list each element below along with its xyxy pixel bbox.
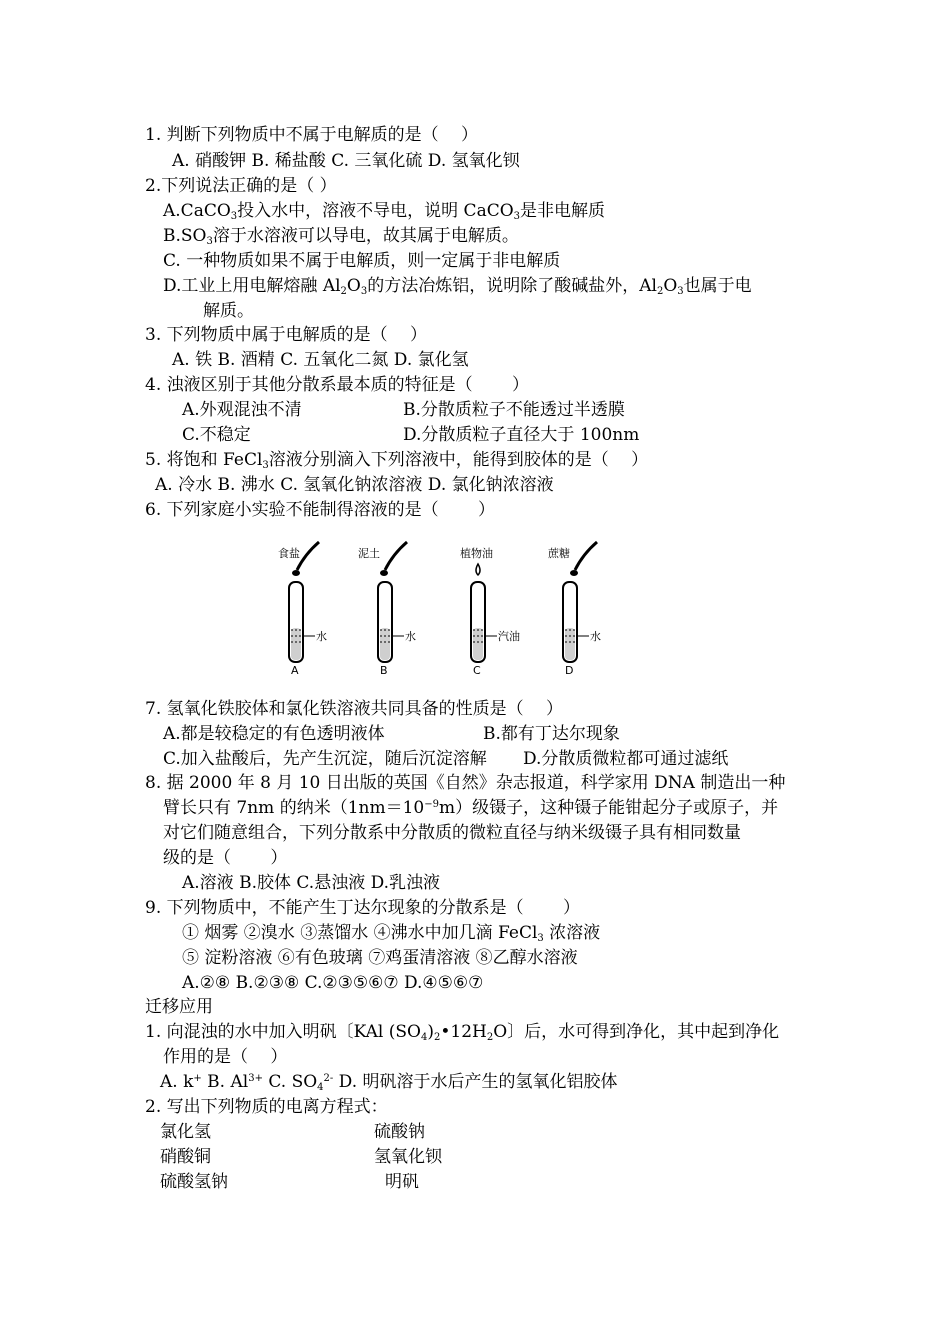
spoon-d-icon <box>575 542 597 570</box>
q4-stem: 4. 浊液区别于其他分散系最本质的特征是（ ） <box>145 375 530 395</box>
tube-a-liquid <box>291 628 301 660</box>
tube-c <box>460 546 520 677</box>
tube-b-liquid <box>380 628 390 660</box>
q4-option-c: C.不稳定 <box>182 425 251 445</box>
t2-item-2: 硫酸钠 <box>374 1122 425 1142</box>
q2-option-d-continued: 解质。 <box>203 301 254 321</box>
spoon-a-bowl <box>292 570 300 576</box>
t2-item-3: 硝酸铜 <box>160 1147 211 1167</box>
tube-b-letter: B <box>380 664 388 677</box>
q2-option-c: C. 一种物质如果不属于电解质，则一定属于非电解质 <box>163 251 561 271</box>
q7-option-a: A.都是较稳定的有色透明液体 <box>163 724 385 744</box>
spoon-b-icon <box>385 542 407 570</box>
q4-option-a: A.外观混浊不清 <box>182 400 302 420</box>
q9-list-1: ① 烟雾 ②溴水 ③蒸馏水 ④沸水中加几滴 FeCl$_3$ 浓溶液 <box>182 923 601 944</box>
q2-option-a: A.CaCO$_3$投入水中，溶液不导电，说明 CaCO$_3$是非电解质 <box>163 201 606 222</box>
t2-item-5: 硫酸氢钠 <box>160 1172 228 1192</box>
tube-a-side-label: 水 <box>316 630 327 643</box>
q8-line-3: 对它们随意组合，下列分散系中分散质的微粒直径与纳米级镊子具有相同数量 <box>163 823 741 843</box>
q9-list-2: ⑤ 淀粉溶液 ⑥有色玻璃 ⑦鸡蛋清溶液 ⑧乙醇水溶液 <box>182 948 578 968</box>
q9-stem: 9. 下列物质中，不能产生丁达尔现象的分散系是（ ） <box>145 898 581 918</box>
t1-options: A. k+ B. $Al^{3+}$ C. $SO_4^{2-}$ D. 明矾溶于水后产生的氢氧化铝胶体 <box>160 1072 618 1093</box>
tube-d <box>548 542 601 677</box>
q3-stem: 3. 下列物质中属于电解质的是（ ） <box>145 325 428 345</box>
spoon-d-bowl <box>570 570 578 576</box>
tube-a <box>278 542 327 677</box>
t1-stem-continued: 作用的是（ ） <box>163 1047 288 1067</box>
tube-b-side-label: 水 <box>405 630 416 643</box>
tube-c-top-label: 植物油 <box>460 547 493 560</box>
tube-a-letter: A <box>291 664 299 677</box>
q9-options: A.②⑧ B.②③⑧ C.②③⑤⑥⑦ D.④⑤⑥⑦ <box>182 973 484 993</box>
tube-d-side-label: 水 <box>590 630 601 643</box>
tube-c-letter: C <box>473 664 481 677</box>
q7-option-c: C.加入盐酸后，先产生沉淀，随后沉淀溶解 <box>163 749 487 769</box>
q8-line-1: 8. 据 2000 年 8 月 10 日出版的英国《自然》杂志报道，科学家用 DNA 制造出一种 <box>145 773 786 793</box>
tube-d-top-label: 蔗糖 <box>548 547 570 560</box>
tube-c-side-label: 汽油 <box>498 630 520 643</box>
tube-b-top-label: 泥土 <box>358 547 380 560</box>
tube-c-liquid <box>473 628 483 660</box>
test-tube-figure <box>275 540 615 680</box>
q2-option-b: $B.SO_3$溶于水溶液可以导电，故其属于电解质。 <box>163 226 519 247</box>
oil-drop-icon <box>476 564 480 575</box>
tube-b <box>358 542 416 677</box>
q7-stem: 7. 氢氧化铁胶体和氯化铁溶液共同具备的性质是（ ） <box>145 699 564 719</box>
q8-options: A.溶液 B.胶体 C.悬浊液 D.乳浊液 <box>182 873 441 893</box>
tube-d-letter: D <box>565 664 574 677</box>
q8-line-2: 臂长只有 7nm 的纳米$(1nm=10^{-9}m)$级镊子，这种镊子能钳起分子或原子，并 <box>163 798 779 818</box>
q4-option-d: D.分散质粒子直径大于 100nm <box>403 425 640 445</box>
q7-option-b: B.都有丁达尔现象 <box>483 724 620 744</box>
q4-option-b: B.分散质粒子不能透过半透膜 <box>403 400 625 420</box>
spoon-b-bowl <box>380 570 388 576</box>
t2-item-1: 氯化氢 <box>160 1122 211 1142</box>
q2-option-d: D.工业上用电解熔融 $Al_2O_3$的方法冶炼铝，说明除了酸碱盐外，$Al_2O_3$也属于电 <box>163 276 752 297</box>
section-title: 迁移应用 <box>145 997 213 1017</box>
tube-d-liquid <box>565 628 575 660</box>
t1-stem: 1. 向混浊的水中加入明矾〔KAl $(SO_4)_2•12H_2O$〕后，水可得到净化，其中起到净化 <box>145 1022 780 1043</box>
q8-line-4: 级的是（ ） <box>163 848 288 868</box>
q7-option-d: D.分散质微粒都可通过滤纸 <box>523 749 729 769</box>
t2-stem: 2. 写出下列物质的电离方程式： <box>145 1097 388 1117</box>
t2-item-4: 氢氧化钡 <box>374 1147 442 1167</box>
q6-stem: 6. 下列家庭小实验不能制得溶液的是（ ） <box>145 500 496 520</box>
q5-options: A. 冷水 B. 沸水 C. 氢氧化钠浓溶液 D. 氯化钠浓溶液 <box>155 475 554 495</box>
q3-options: A. 铁 B. 酒精 C. 五氧化二氮 D. 氯化氢 <box>172 350 469 370</box>
tube-a-top-label: 食盐 <box>278 547 300 560</box>
spoon-a-icon <box>297 542 319 570</box>
q5-stem: 5. 将饱和 FeCl$_3$溶液分别滴入下列溶液中，能得到胶体的是（ ） <box>145 450 649 471</box>
t2-item-6: 明矾 <box>385 1172 419 1192</box>
q1-stem: 1. 判断下列物质中不属于电解质的是（ ） <box>145 125 479 145</box>
q1-options: A. 硝酸钾 B. 稀盐酸 C. 三氧化硫 D. 氢氧化钡 <box>172 151 520 171</box>
q2-stem: 2.下列说法正确的是（ ） <box>145 176 337 196</box>
